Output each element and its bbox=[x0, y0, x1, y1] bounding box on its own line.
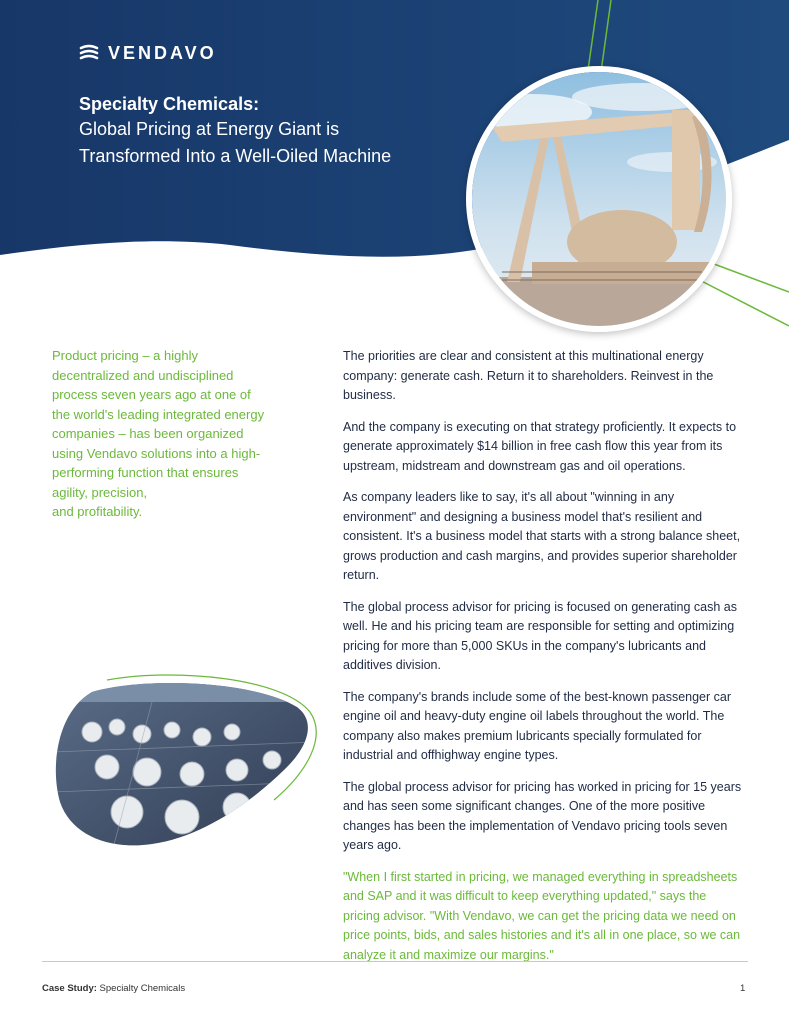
body-paragraph: And the company is executing on that strategy proficiently. It expects to generate approximately $14 billion in free cash flow this year from its upstream, midstream and downstream gas and oil operations. bbox=[343, 419, 737, 473]
body-paragraph: The global process advisor for pricing has worked in pricing for 15 years and has seen some significant changes. One of the more positive changes has been the implementation of Vendavo pricing tools seven years ago. bbox=[343, 779, 742, 852]
tank-farm-photo bbox=[52, 672, 317, 852]
pull-quote: "When I first started in pricing, we managed everything in spreadsheets and SAP and it was difficult to keep everything updated," says the pricing advisor. "With Vendavo, we can get the pricing data we need on price points, bids, and sales histories and it's all in one place, so we can analyze it and maximize our margins." bbox=[343, 869, 741, 962]
page-title bbox=[79, 92, 459, 170]
intro-line: performing function that ensures bbox=[52, 465, 239, 480]
intro-line: using Vendavo solutions into a high- bbox=[52, 445, 261, 461]
body-paragraph: The global process advisor for pricing is focused on generating cash as well. He and his pricing team are responsible for setting and optimizing pricing for more than 5,000 SKUs in the company's lubricants and additives division. bbox=[343, 599, 737, 672]
title-line-2: Transformed Into a Well-Oiled Machine bbox=[79, 146, 392, 166]
intro-line: companies – has been organized bbox=[52, 426, 244, 441]
intro-line: decentralized and undisciplined bbox=[52, 367, 234, 383]
title-bold: Specialty Chemicals: bbox=[79, 94, 260, 114]
title-line-1: Global Pricing at Energy Giant is bbox=[79, 119, 340, 139]
body-paragraph: As company leaders like to say, it's all about "winning in any environment" and designing a business model that's resilient and consistent. It's a business model that starts with a strong balance sheet, grows production and cash margins, and provides superior shareholder return. bbox=[343, 490, 741, 582]
intro-line: Product pricing – a highly bbox=[52, 348, 198, 363]
brand-name: VENDAVO bbox=[108, 42, 217, 63]
body-paragraph: The priorities are clear and consistent at this multinational energy company: generate cash. Return it to shareholders. Reinvest in the business. bbox=[343, 349, 714, 402]
pumpjack-photo bbox=[466, 66, 732, 332]
intro-line: agility, precision, bbox=[52, 484, 148, 500]
footer-label bbox=[42, 983, 185, 994]
page-number: 1 bbox=[740, 983, 746, 994]
article-body bbox=[343, 347, 743, 977]
vendavo-swirl-icon bbox=[78, 42, 100, 64]
intro-line: and profitability. bbox=[52, 504, 143, 519]
body-paragraph: The company's brands include some of the best-known passenger car engine oil and heavy-duty engine oil labels throughout the world. The company also makes premium lubricants specially formulated for industrial and offhighway engine types. bbox=[343, 689, 732, 762]
footer-section: Specialty Chemicals bbox=[99, 983, 186, 994]
intro-line: process seven years ago at one of bbox=[52, 387, 251, 402]
footer-label-prefix: Case Study: bbox=[42, 983, 97, 994]
intro-line: the world's leading integrated energy bbox=[52, 406, 265, 422]
vendavo-logo bbox=[78, 42, 217, 64]
footer-divider bbox=[42, 961, 748, 962]
intro-summary bbox=[52, 346, 297, 522]
